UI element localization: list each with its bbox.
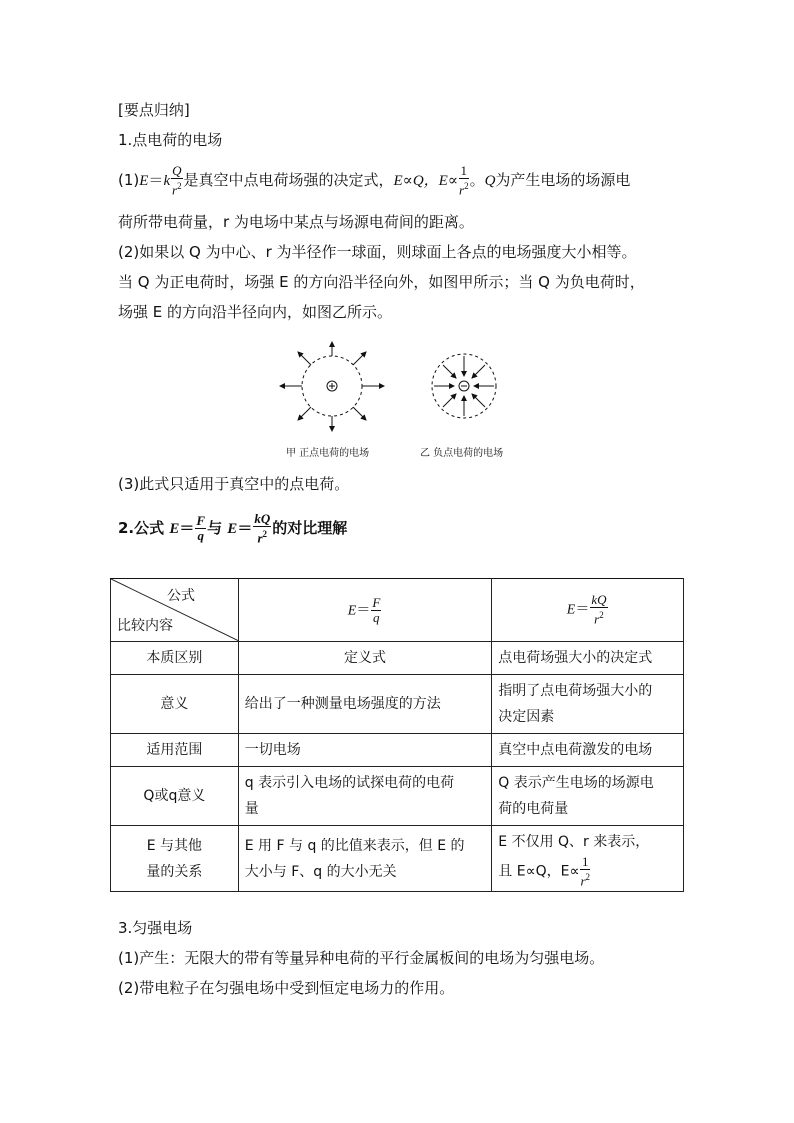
table-row: 适用范围 一切电场 真空中点电荷激发的电场 — [111, 734, 684, 767]
table-row: 意义 给出了一种测量电场强度的方法 指明了点电荷场强大小的 决定因素 — [111, 675, 684, 734]
table-header-row — [111, 579, 684, 642]
heading-uniform-field: 3.匀强电场 — [118, 919, 193, 937]
section-title: [要点归纳] — [118, 101, 190, 119]
table-row: 本质区别 定义式 点电荷场强大小的决定式 — [111, 642, 684, 675]
para-2-line-2: 当 Q 为正电荷时，场强 E 的方向沿半径向外，如图甲所示；当 Q 为负电荷时， — [118, 273, 645, 291]
fraction-q-over-r2: $\frac{Q}{r^2}$ — [172, 163, 182, 198]
para-4: (1)产生：无限大的带有等量异种电荷的平行金属板间的电场为匀强电场。 — [118, 949, 605, 967]
header-formula-definition: E＝ $\frac{F}{q}$ — [238, 579, 492, 642]
heading-formula-comparison: 2.公式 E＝ $\frac{F}{q}$ 与 E＝ $\frac{kQ}{r^2}$ 的对比理解 — [118, 511, 348, 546]
corner-cell: 公式 比较内容 — [111, 579, 239, 642]
heading-point-charge-field: 1.点电荷的电场 — [118, 131, 223, 149]
table-row: Q或q意义 q 表示引入电场的试探电荷的电荷 量 Q 表示产生电场的场源电 荷的电荷量 — [111, 767, 684, 826]
para-5: (2)带电粒子在匀强电场中受到恒定电场力的作用。 — [118, 979, 455, 997]
header-formula-point-charge: E＝ $\frac{kQ}{r^2}$ — [492, 579, 684, 642]
caption-negative: 乙 负点电荷的电场 — [420, 448, 504, 459]
para-2-line-1: (2)如果以 Q 为中心、r 为半径作一球面，则球面上各点的电场强度大小相等。 — [118, 243, 637, 261]
para-1-line-2: 荷所带电荷量，r 为电场中某点与场源电荷间的距离。 — [118, 213, 474, 231]
table-row: E 与其他 量的关系 E 用 F 与 q 的比值来表示，但 E 的 大小与 F、q 的大小无关 E 不仅用 Q、r 来表示， 且 E∝Q，E∝ $\frac{1}{r^2}$ — [111, 826, 684, 892]
fraction-one-over-r2: $\frac{1}{r^2}$ — [459, 163, 469, 198]
para-2-line-3: 场强 E 的方向沿半径向内，如图乙所示。 — [118, 303, 393, 321]
positive-charge-diagram — [280, 342, 384, 431]
caption-positive: 甲 正点电荷的电场 — [286, 448, 370, 459]
comparison-table — [110, 578, 684, 892]
para-3: (3)此式只适用于真空中的点电荷。 — [118, 475, 350, 493]
negative-charge-diagram — [432, 354, 496, 418]
para-1-line-1: (1)E＝k $\frac{Q}{r^2}$ 是真空中点电荷场强的决定式，E∝Q，E∝ $\frac{1}{r^2}$ 。Q为产生电场的场源电 — [118, 163, 631, 198]
field-diagrams — [276, 338, 516, 438]
